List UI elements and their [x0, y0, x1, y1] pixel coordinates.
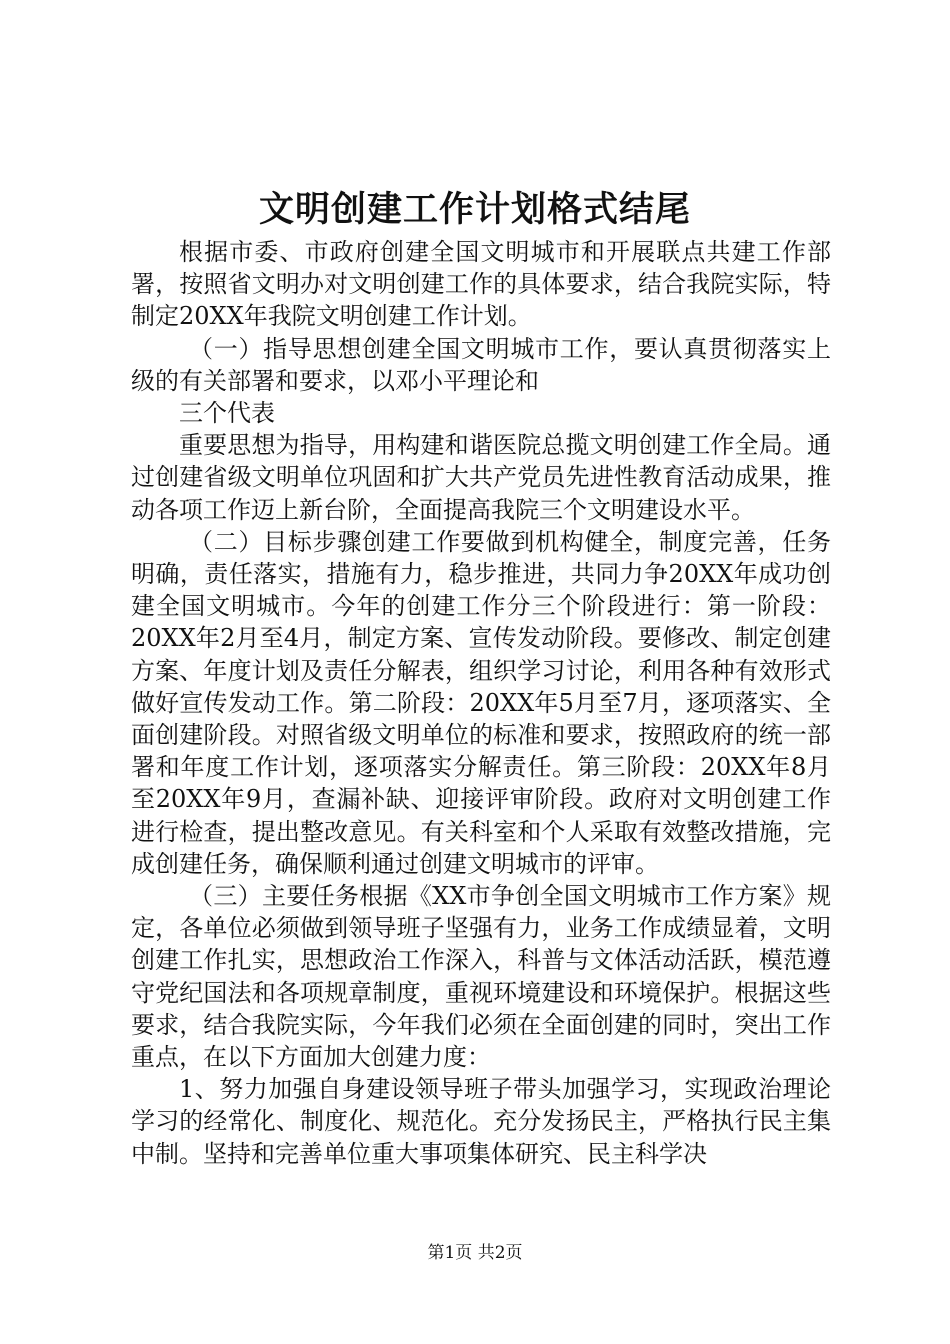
intro-paragraph: 根据市委、市政府创建全国文明城市和开展联点共建工作部署，按照省文明办对文明创建工作的具体要求，结合我院实际，特制定20XX年我院文明创建工作计划。	[131, 238, 831, 331]
section-two-paragraph: （二）目标步骤创建工作要做到机构健全，制度完善，任务明确，责任落实，措施有力，稳步推进，共同力争20XX年成功创建全国文明城市。今年的创建工作分三个阶段进行：第一阶段：20XX年2月至4月，制定方案、宣传发动阶段。要修改、制定创建方案、年度计划及责任分解表，组织学习讨论，利用各种有效形式做好宣传发动工作。第二阶段：20XX年5月至7月，逐项落实、全面创建阶段。对照省级文明单位的标准和要求，按照政府的统一部署和年度工作计划，逐项落实分解责任。第三阶段：20XX年8月至20XX年9月，查漏补缺、迎接评审阶段。政府对文明创建工作进行检查，提出整改意见。有关科室和个人采取有效整改措施，完成创建任务，确保顺利通过创建文明城市的评审。	[131, 527, 831, 878]
document-body	[131, 236, 831, 1170]
page-footer: 第1页 共2页	[427, 1243, 523, 1263]
section-three-paragraph: （三）主要任务根据《XX市争创全国文明城市工作方案》规定，各单位必须做到领导班子坚强有力，业务工作成绩显着，文明创建工作扎实，思想政治工作深入，科普与文体活动活跃，模范遵守党纪国法和各项规章制度，重视环境建设和环境保护。根据这些要求，结合我院实际，今年我们必须在全面创建的同时，突出工作重点，在以下方面加大创建力度：	[131, 882, 831, 1072]
section-one-paragraph: （一）指导思想创建全国文明城市工作，要认真贯彻落实上级的有关部署和要求，以邓小平理论和	[131, 334, 831, 395]
document-title: 文明创建工作计划格式结尾	[258, 189, 691, 230]
guiding-thought-paragraph: 重要思想为指导，用构建和谐医院总揽文明创建工作全局。通过创建省级文明单位巩固和扩大共产党员先进性教育活动成果，推动各项工作迈上新台阶，全面提高我院三个文明建设水平。	[131, 431, 831, 524]
three-represents-line: 三个代表	[179, 399, 275, 428]
task-one-paragraph: 1、努力加强自身建设领导班子带头加强学习，实现政治理论学习的经常化、制度化、规范化。充分发扬民主，严格执行民主集中制。坚持和完善单位重大事项集体研究、民主科学决	[131, 1075, 831, 1168]
